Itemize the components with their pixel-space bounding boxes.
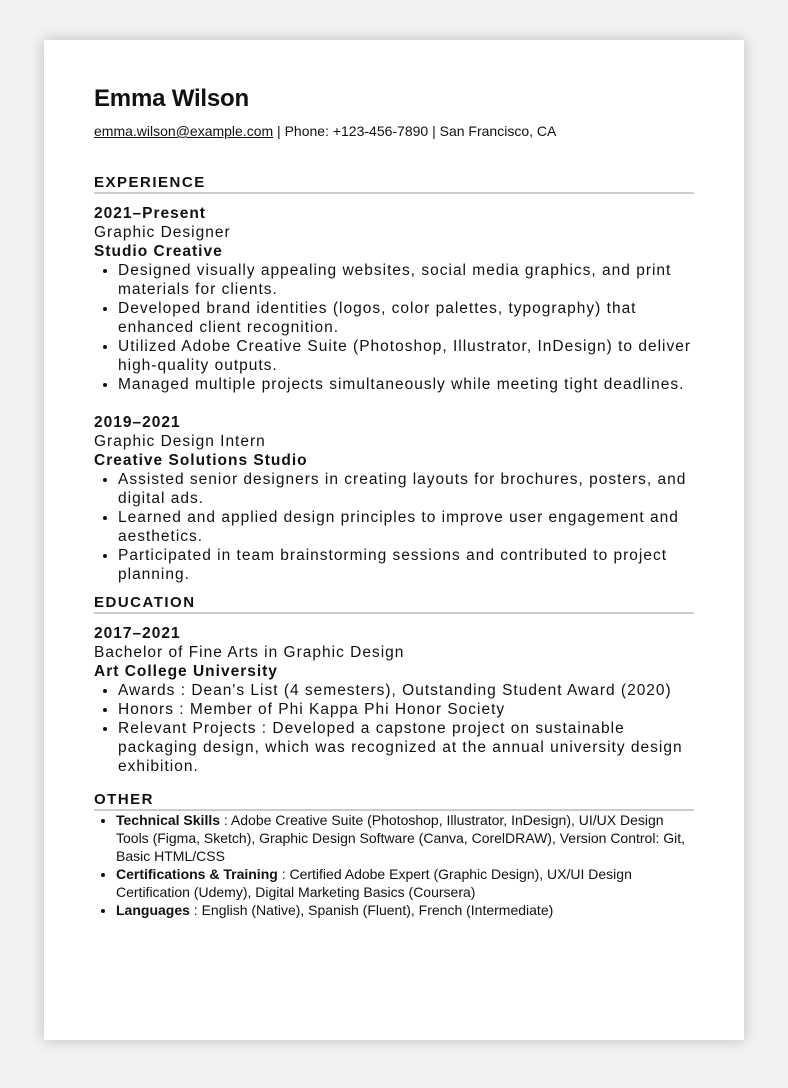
other-item xyxy=(116,865,694,901)
other-item-separator: : xyxy=(189,902,202,918)
entry-date: 2019–2021 xyxy=(94,414,181,431)
bullet-item: • Assisted senior designers in creating layouts for brochures, posters, and digital ads. xyxy=(118,470,694,508)
other-item-text: Certified Adobe Expert (Graphic Design), UX/UI Design Certification (Udemy), Digital Marketing Basics (Coursera) xyxy=(116,866,632,900)
other-item-label: Certifications & Training xyxy=(116,866,278,882)
contact-separator: | xyxy=(432,123,436,139)
bullet-item: • Honors : Member of Phi Kappa Phi Honor Society xyxy=(118,700,694,719)
other-item-label: Languages xyxy=(116,902,190,918)
other-item-text: English (Native), Spanish (Fluent), French (Intermediate) xyxy=(201,902,554,918)
resume-name: Emma Wilson xyxy=(94,85,249,112)
contact-line xyxy=(94,122,694,140)
other-list xyxy=(94,811,694,919)
entry-date: 2017–2021 xyxy=(94,625,181,642)
entry-organization: Studio Creative xyxy=(94,243,223,260)
section-heading-education: EDUCATION xyxy=(94,594,694,614)
bullet-item: • Learned and applied design principles to improve user engagement and aesthetics. xyxy=(118,508,694,546)
entry-date: 2021–Present xyxy=(94,205,206,222)
contact-location: San Francisco, CA xyxy=(439,123,557,139)
bullet-item: • Managed multiple projects simultaneously while meeting tight deadlines. xyxy=(118,375,694,394)
other-item xyxy=(116,901,694,919)
bullet-item: • Developed brand identities (logos, color palettes, typography) that enhanced client recognition. xyxy=(118,299,694,337)
bullet-item: • Designed visually appealing websites, social media graphics, and print materials for clients. xyxy=(118,261,694,299)
other-item xyxy=(116,811,694,865)
bullet-item: • Utilized Adobe Creative Suite (Photoshop, Illustrator, InDesign) to deliver high-quality outputs. xyxy=(118,337,694,375)
entry-organization: Art College University xyxy=(94,663,278,680)
entry-bullets xyxy=(94,261,694,394)
section-heading-experience: EXPERIENCE xyxy=(94,174,694,194)
entry-role: Graphic Designer xyxy=(94,224,231,241)
education-entry xyxy=(94,624,694,776)
experience-entry xyxy=(94,204,694,394)
bullet-item: • Participated in team brainstorming sessions and contributed to project planning. xyxy=(118,546,694,584)
other-item-label: Technical Skills xyxy=(116,812,221,828)
contact-phone: Phone: +123-456-7890 xyxy=(284,123,429,139)
email-link[interactable]: emma.wilson@example.com xyxy=(94,123,274,139)
other-item-text: Adobe Creative Suite (Photoshop, Illustrator, InDesign), UI/UX Design Tools (Figma, Sketch), Graphic Design Software (Canva, CorelDRAW), Version Control: Git, Basic HTML/CSS xyxy=(116,812,686,864)
resume-content xyxy=(94,84,694,919)
entry-bullets xyxy=(94,470,694,584)
entry-degree: Bachelor of Fine Arts in Graphic Design xyxy=(94,644,405,661)
other-item-separator: : xyxy=(277,866,290,882)
resume-page xyxy=(44,40,744,1040)
experience-entry xyxy=(94,413,694,584)
bullet-item: • Awards : Dean's List (4 semesters), Outstanding Student Award (2020) xyxy=(118,681,694,700)
contact-separator: | xyxy=(277,123,281,139)
entry-organization: Creative Solutions Studio xyxy=(94,452,308,469)
section-heading-other: OTHER xyxy=(94,791,694,811)
entry-bullets xyxy=(94,681,694,776)
entry-role: Graphic Design Intern xyxy=(94,433,266,450)
other-item-separator: : xyxy=(220,812,231,828)
bullet-item: • Relevant Projects : Developed a capstone project on sustainable packaging design, which was recognized at the annual university design exhibition. xyxy=(118,719,694,776)
